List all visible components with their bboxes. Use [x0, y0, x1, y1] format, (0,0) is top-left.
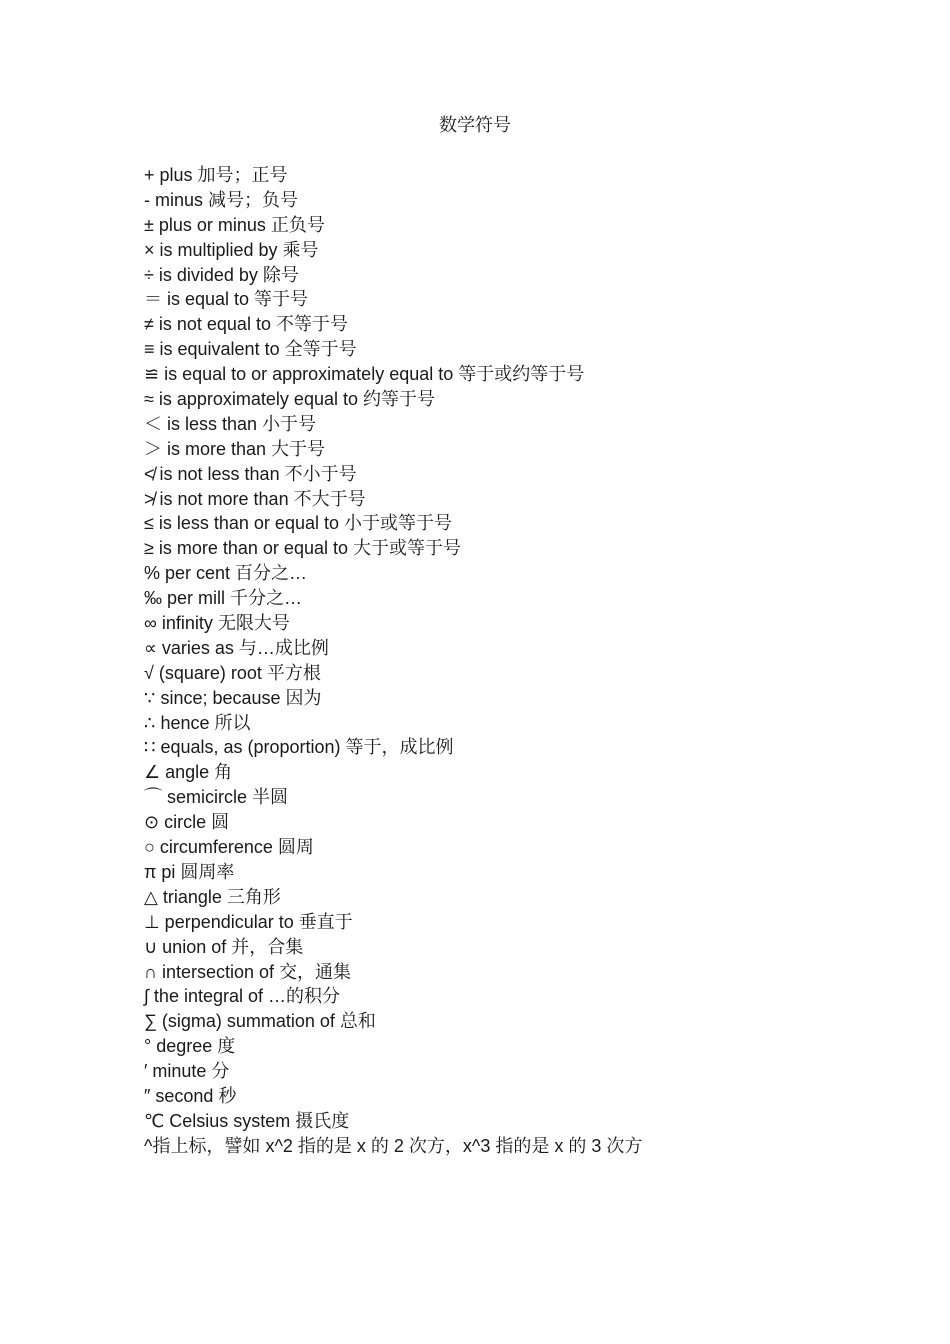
symbol-line: % per cent 百分之…	[144, 563, 308, 584]
symbol-line: ≮ is not less than 不小于号	[144, 463, 357, 484]
symbol-line: ° degree 度	[144, 1036, 236, 1057]
symbol-line: ∵ since; because 因为	[144, 687, 322, 708]
symbol-line: ⊙ circle 圆	[144, 812, 230, 833]
symbol-line: ≡ is equivalent to 全等于号	[144, 339, 357, 360]
symbol-line: ＜ is less than 小于号	[144, 413, 317, 434]
symbol-line: ≈ is approximately equal to 约等于号	[144, 389, 435, 410]
symbol-line: ^指上标，譬如 x^2 指的是 x 的 2 次方，x^3 指的是 x 的 3 次方	[144, 1135, 643, 1156]
symbol-line: ∩ intersection of 交，通集	[144, 961, 351, 982]
symbol-line: ∝ varies as 与…成比例	[144, 637, 329, 658]
symbol-line: + plus 加号；正号	[144, 165, 288, 185]
symbol-line: ∑ (sigma) summation of 总和	[144, 1011, 376, 1032]
symbol-line: ∴ hence 所以	[144, 712, 251, 733]
symbol-line: ≯ is not more than 不大于号	[144, 488, 366, 509]
symbol-line: - minus 减号；负号	[144, 189, 299, 210]
symbol-line: ≌ is equal to or approximately equal to 等于或约等于号	[144, 364, 585, 385]
symbol-line: ＞ is more than 大于号	[144, 438, 326, 459]
symbol-line: ′ minute 分	[144, 1061, 230, 1082]
page-title: 数学符号	[439, 115, 511, 136]
symbol-line: ± plus or minus 正负号	[144, 214, 325, 235]
symbol-line: ⌒ semicircle 半圆	[144, 787, 289, 808]
symbol-line: ∠ angle 角	[144, 762, 233, 783]
symbol-line: ∞ infinity 无限大号	[144, 613, 290, 634]
symbol-line: ⊥ perpendicular to 垂直于	[144, 911, 353, 932]
symbol-line: × is multiplied by 乘号	[144, 239, 319, 260]
symbol-line: π pi 圆周率	[144, 861, 235, 882]
symbol-line: ℃ Celsius system 摄氏度	[144, 1110, 350, 1131]
symbol-line: ○ circumference 圆周	[144, 837, 314, 858]
symbol-line: ∷ equals, as (proportion) 等于，成比例	[144, 737, 454, 758]
symbol-list	[144, 163, 904, 1159]
symbol-line: ＝ is equal to 等于号	[144, 289, 309, 310]
symbol-line: ≠ is not equal to 不等于号	[144, 314, 348, 335]
symbol-line: ÷ is divided by 除号	[144, 264, 299, 285]
symbol-line: ∪ union of 并，合集	[144, 936, 304, 957]
symbol-line: ″ second 秒	[144, 1085, 237, 1106]
symbol-line: ‰ per mill 千分之…	[144, 588, 303, 609]
symbol-line: ≤ is less than or equal to 小于或等于号	[144, 513, 452, 534]
symbol-line: √ (square) root 平方根	[144, 662, 321, 683]
symbol-line: △ triangle 三角形	[144, 886, 281, 907]
symbol-line: ∫ the integral of …的积分	[144, 986, 341, 1007]
symbol-line: ≥ is more than or equal to 大于或等于号	[144, 538, 461, 559]
